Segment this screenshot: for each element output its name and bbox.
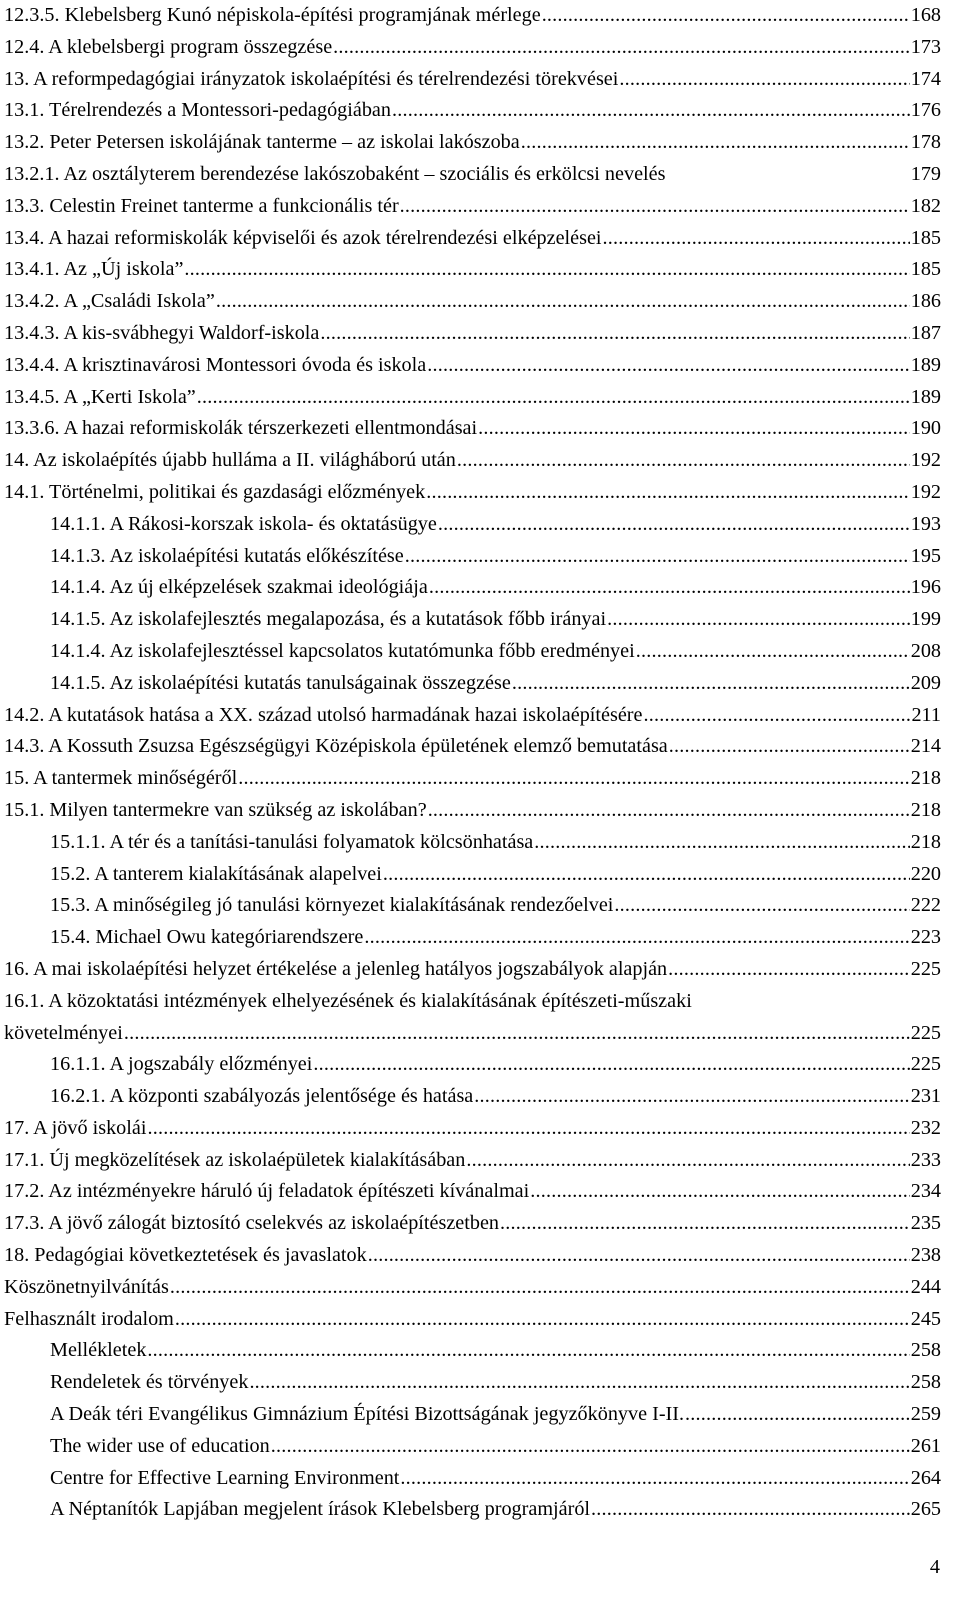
toc-entry[interactable] [4, 95, 941, 127]
toc-entry-title: Felhasznált irodalom [4, 1307, 174, 1330]
toc-entry-title: 13.4.1. Az „Új iskola” [4, 258, 184, 281]
toc-entry-page: 231 [910, 1085, 941, 1108]
toc-entry[interactable] [4, 127, 941, 159]
toc-entry[interactable] [4, 32, 941, 64]
toc-entry[interactable] [4, 223, 941, 255]
dot-leader [614, 890, 909, 922]
toc-entry[interactable] [4, 763, 941, 795]
toc-entry[interactable] [4, 636, 941, 668]
toc-entry-title: 16. A mai iskolaépítési helyzet értékelése a jelenleg hatályos jogszabályok alapján [4, 957, 668, 980]
toc-entry-page: 199 [910, 608, 941, 631]
toc-entry[interactable] [4, 509, 941, 541]
dot-leader [591, 1494, 910, 1526]
toc-entry-page: 174 [910, 67, 941, 90]
toc-entry-title: 14.2. A kutatások hatása a XX. század utolsó harmadának hazai iskolaépítésére [4, 703, 643, 726]
toc-entry[interactable] [4, 318, 941, 350]
toc-entry[interactable] [4, 0, 941, 32]
toc-entry-title: 13.4.3. A kis-svábhegyi Waldorf-iskola [4, 321, 320, 344]
toc-entry-page: 264 [910, 1466, 941, 1489]
dot-leader [249, 1367, 909, 1399]
dot-leader [668, 954, 910, 986]
dot-leader [685, 1399, 910, 1431]
toc-entry-page: 259 [910, 1403, 941, 1426]
dot-leader [474, 1081, 909, 1113]
toc-entry[interactable] [4, 731, 941, 763]
toc-entry[interactable] [4, 922, 941, 954]
toc-entry[interactable] [4, 1463, 941, 1495]
toc-entry[interactable] [4, 1049, 941, 1081]
toc-entry-page: 258 [910, 1339, 941, 1362]
toc-entry-page: 218 [910, 767, 941, 790]
toc-entry-title: 13.4.4. A krisztinavárosi Montessori óvoda és iskola [4, 353, 427, 376]
toc-entry-title: 14.1.3. Az iskolaépítési kutatás előkészítése [50, 544, 404, 567]
toc-entry-page: 208 [910, 639, 941, 662]
toc-entry-page: 189 [910, 385, 941, 408]
toc-entry[interactable] [4, 445, 941, 477]
dot-leader [466, 1145, 909, 1177]
toc-entry[interactable] [4, 572, 941, 604]
toc-entry-page: 196 [910, 576, 941, 599]
dot-leader [364, 922, 909, 954]
toc-entry[interactable] [4, 1240, 941, 1272]
dot-leader [400, 191, 910, 223]
toc-entry-title: 14.1.4. Az iskolafejlesztéssel kapcsolatos kutatómunka főbb eredményei [50, 639, 635, 662]
toc-entry[interactable] [4, 1208, 941, 1240]
toc-entry-title: 14.1.5. Az iskolafejlesztés megalapozása, és a kutatások főbb irányai [50, 608, 607, 631]
toc-entry-page: 232 [910, 1116, 941, 1139]
toc-entry-title: 18. Pedagógiai következtetések és javaslatok [4, 1244, 367, 1267]
toc-entry[interactable] [4, 700, 941, 732]
toc-entry-title: 17.3. A jövő zálogát biztosító cselekvés az iskolaépítészetben [4, 1212, 500, 1235]
toc-entry-title: 15. A tantermek minőségéről [4, 767, 238, 790]
toc-entry-title: 16.1.1. A jogszabály előzményei [50, 1053, 313, 1076]
toc-entry-page: 185 [910, 258, 941, 281]
dot-leader [392, 95, 910, 127]
toc-entry-title: 15.1.1. A tér és a tanítási-tanulási folyamatok kölcsönhatása [50, 830, 534, 853]
toc-entry-title: 13.1. Térelrendezés a Montessori-pedagógiában [4, 99, 391, 122]
toc-entry[interactable] [4, 477, 941, 509]
toc-entry-title: 13. A reformpedagógiai irányzatok iskolaépítési és térelrendezési törekvései [4, 67, 619, 90]
toc-entry[interactable] [4, 1335, 941, 1367]
table-of-contents [4, 0, 941, 1526]
dot-leader [313, 1049, 909, 1081]
toc-entry-page: 209 [910, 671, 941, 694]
toc-entry-title: 17.2. Az intézményekre háruló új feladatok építészeti kívánalmai [4, 1180, 530, 1203]
toc-entry-title: 15.2. A tanterem kialakításának alapelvei [50, 862, 382, 885]
toc-entry[interactable] [4, 1304, 941, 1336]
toc-entry-page: 234 [910, 1180, 941, 1203]
toc-entry-title: Köszönetnyilvánítás [4, 1275, 169, 1298]
toc-entry-page: 173 [910, 35, 941, 58]
toc-entry[interactable] [4, 191, 941, 223]
toc-entry-title: 13.2.1. Az osztályterem berendezése lakószobaként – szociális és erkölcsi nevelés [4, 162, 666, 185]
dot-leader [521, 127, 910, 159]
toc-entry-page: 185 [910, 226, 941, 249]
toc-entry-title: Mellékletek [50, 1339, 147, 1362]
toc-entry-page: 214 [910, 735, 941, 758]
toc-entry[interactable] [4, 890, 941, 922]
toc-entry[interactable] [4, 604, 941, 636]
toc-entry[interactable] [4, 541, 941, 573]
dot-leader [619, 64, 909, 96]
dot-leader [147, 1335, 909, 1367]
toc-entry-title: 13.4. A hazai reformiskolák képviselői és azok térelrendezési elképzelései [4, 226, 602, 249]
toc-entry-page: 225 [910, 1021, 941, 1044]
toc-entry-title: A Deák téri Evangélikus Gimnázium Építési Bizottságának jegyzőkönyve I-II. [50, 1403, 685, 1426]
dot-leader [175, 1304, 910, 1336]
dot-leader [427, 350, 910, 382]
toc-entry-page: 187 [910, 321, 941, 344]
toc-entry-title: 15.3. A minőségileg jó tanulási környezet kialakításának rendezőelvei [50, 894, 614, 917]
toc-entry-page: 178 [910, 131, 941, 154]
toc-entry[interactable] [4, 1145, 941, 1177]
dot-leader [603, 223, 910, 255]
toc-entry-page: 218 [910, 798, 941, 821]
toc-entry-title: 14.3. A Kossuth Zsuzsa Egészségügyi Középiskola épületének elemző bemutatása [4, 735, 668, 758]
toc-entry-page: 225 [910, 1053, 941, 1076]
toc-entry-page: 220 [910, 862, 941, 885]
toc-entry-page: 179 [910, 162, 941, 185]
toc-entry-title: 14.1.1. A Rákosi-korszak iskola- és oktatásügye [50, 512, 437, 535]
toc-entry-title: 15.1. Milyen tantermekre van szükség az iskolában? [4, 798, 427, 821]
page-number: 4 [929, 1556, 940, 1578]
toc-entry-page: 192 [910, 480, 941, 503]
dot-leader [405, 541, 910, 573]
toc-entry-title: 13.2. Peter Petersen iskolájának tanterme – az iskolai lakószoba [4, 131, 520, 154]
toc-entry[interactable] [4, 1018, 941, 1050]
dot-leader [500, 1208, 910, 1240]
dot-leader [147, 1113, 909, 1145]
dot-leader [271, 1431, 910, 1463]
toc-entry-title: 14.1.5. Az iskolaépítési kutatás tanulságainak összegzése [50, 671, 511, 694]
toc-entry-page: 225 [910, 957, 941, 980]
toc-entry-page: 223 [910, 926, 941, 949]
toc-entry[interactable] [4, 350, 941, 382]
toc-entry-page: 261 [910, 1434, 941, 1457]
dot-leader [669, 731, 910, 763]
dot-leader [320, 318, 909, 350]
toc-entry-title: 13.4.2. A „Családi Iskola” [4, 290, 215, 313]
toc-entry-page: 245 [910, 1307, 941, 1330]
dot-leader [542, 0, 910, 32]
toc-entry[interactable] [4, 1367, 941, 1399]
toc-entry[interactable] [4, 1272, 941, 1304]
toc-entry-title: A Néptanítók Lapjában megjelent írások Klebelsberg programjáról [50, 1498, 591, 1521]
toc-entry-page: 186 [910, 290, 941, 313]
dot-leader [400, 1463, 909, 1495]
toc-entry-page: 218 [910, 830, 941, 853]
toc-entry[interactable] [4, 159, 941, 191]
toc-entry-title: 12.4. A klebelsbergi program összegzése [4, 35, 333, 58]
toc-entry-page: 168 [910, 4, 941, 26]
toc-entry-page: 238 [910, 1244, 941, 1267]
toc-entry-page: 192 [910, 449, 941, 472]
dot-leader [426, 477, 910, 509]
toc-entry-title: Centre for Effective Learning Environment [50, 1466, 400, 1489]
toc-entry[interactable] [4, 382, 941, 414]
toc-entry-title: követelményei [4, 1021, 123, 1044]
dot-leader [644, 700, 911, 732]
dot-leader [333, 32, 910, 64]
toc-entry-page: 176 [910, 99, 941, 122]
toc-entry[interactable] [4, 859, 941, 891]
dot-leader [383, 859, 910, 891]
toc-entry-page: 222 [910, 894, 941, 917]
dot-leader [512, 668, 910, 700]
toc-entry[interactable] [4, 954, 941, 986]
toc-entry[interactable] [4, 986, 941, 1018]
toc-entry-title: 13.4.5. A „Kerti Iskola” [4, 385, 196, 408]
toc-entry[interactable] [4, 668, 941, 700]
toc-entry[interactable] [4, 1176, 941, 1208]
dot-leader [368, 1240, 910, 1272]
toc-entry-title: 17.1. Új megközelítések az iskolaépületek kialakításában [4, 1148, 466, 1171]
toc-entry-title: 17. A jövő iskolái [4, 1116, 147, 1139]
toc-entry[interactable] [4, 1113, 941, 1145]
toc-entry-page: 235 [910, 1212, 941, 1235]
toc-entry-page: 190 [910, 417, 941, 440]
dot-leader [636, 636, 910, 668]
toc-entry-title: 13.3. Celestin Freinet tanterme a funkcionális tér [4, 194, 399, 217]
toc-entry-page: 233 [910, 1148, 941, 1171]
toc-entry[interactable] [4, 254, 941, 286]
dot-leader [429, 572, 910, 604]
dot-leader [428, 795, 910, 827]
toc-entry-page: 211 [911, 703, 941, 726]
toc-entry-title: The wider use of education [50, 1434, 270, 1457]
dot-leader [170, 1272, 910, 1304]
toc-entry-title: 14.1.4. Az új elképzelések szakmai ideológiája [50, 576, 428, 599]
toc-entry-title: 15.4. Michael Owu kategóriarendszere [50, 926, 364, 949]
toc-entry-title: 14. Az iskolaépítés újabb hulláma a II. világháború után [4, 449, 456, 472]
dot-leader [197, 382, 910, 414]
toc-entry-title: 12.3.5. Klebelsberg Kunó népiskola-építési programjának mérlege [4, 4, 541, 26]
toc-entry[interactable] [4, 64, 941, 96]
toc-entry[interactable] [4, 1081, 941, 1113]
toc-entry[interactable] [4, 1494, 941, 1526]
toc-entry-title: 16.1. A közoktatási intézmények elhelyezésének és kialakításának építészeti-műszaki [4, 989, 692, 1012]
dot-leader [457, 445, 910, 477]
toc-entry-page: 258 [910, 1371, 941, 1394]
toc-entry[interactable] [4, 413, 941, 445]
toc-entry[interactable] [4, 827, 941, 859]
dot-leader [530, 1176, 909, 1208]
toc-entry-page: 193 [910, 512, 941, 535]
dot-leader [534, 827, 909, 859]
toc-entry-title: 14.1. Történelmi, politikai és gazdasági előzmények [4, 480, 426, 503]
toc-entry[interactable] [4, 1431, 941, 1463]
toc-entry-page: 195 [910, 544, 941, 567]
toc-entry-page: 189 [910, 353, 941, 376]
dot-leader [607, 604, 910, 636]
toc-entry-page: 244 [910, 1275, 941, 1298]
toc-entry-page: 265 [910, 1498, 941, 1521]
toc-entry-title: Rendeletek és törvények [50, 1371, 249, 1394]
toc-entry-title: 16.2.1. A központi szabályozás jelentősége és hatása [50, 1085, 474, 1108]
dot-leader [478, 413, 910, 445]
dot-leader [438, 509, 910, 541]
toc-entry-title: 13.3.6. A hazai reformiskolák térszerkezeti ellentmondásai [4, 417, 478, 440]
dot-leader [184, 254, 909, 286]
toc-entry[interactable] [4, 1399, 941, 1431]
toc-entry[interactable] [4, 795, 941, 827]
toc-entry[interactable] [4, 286, 941, 318]
dot-leader [124, 1018, 910, 1050]
dot-leader [216, 286, 910, 318]
dot-leader [238, 763, 909, 795]
toc-entry-page: 182 [910, 194, 941, 217]
